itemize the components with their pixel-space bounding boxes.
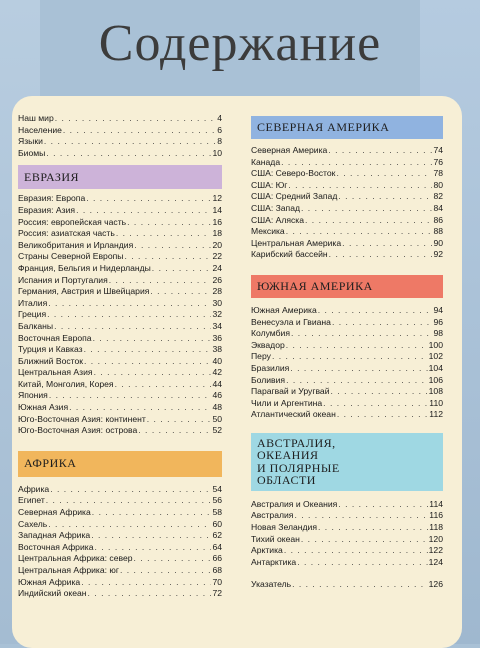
dot-leader: [329, 249, 433, 261]
australia-list: [251, 499, 443, 569]
eurasia-entry[interactable]: [18, 298, 222, 310]
entry-label: Юго-Восточная Азия: острова: [18, 425, 138, 436]
entry-label: Мексика: [251, 226, 285, 237]
dot-leader: [48, 298, 211, 310]
eurasia-entry[interactable]: [18, 333, 222, 345]
dot-leader: [301, 534, 428, 546]
north-america-entry[interactable]: [251, 215, 443, 227]
dot-leader: [47, 309, 211, 321]
dot-leader: [323, 398, 428, 410]
entry-page-number: 100: [428, 339, 443, 350]
entry-label: Наш мир: [18, 113, 54, 123]
entry-page-number: 90: [433, 237, 443, 248]
eurasia-entry[interactable]: [18, 414, 222, 426]
entry-label: Парагвай и Уругвай: [251, 386, 330, 397]
entry-label: Указатель: [251, 579, 292, 590]
dot-leader: [55, 113, 216, 125]
south-america-entry[interactable]: [251, 386, 443, 398]
africa-entry[interactable]: [18, 553, 222, 565]
dot-leader: [93, 333, 212, 345]
entry-page-number: 10: [212, 147, 222, 158]
entry-label: Западная Африка: [18, 530, 91, 541]
dot-leader: [81, 577, 211, 589]
north-america-entry[interactable]: [251, 168, 443, 180]
dot-leader: [94, 367, 212, 379]
dot-leader: [291, 328, 432, 340]
dot-leader: [338, 191, 432, 203]
entry-page-number: 8: [217, 136, 222, 147]
dot-leader: [124, 251, 211, 263]
section-title-australia-line-4: ОБЛАСТИ: [257, 473, 316, 488]
dot-leader: [76, 205, 211, 217]
dot-leader: [84, 344, 212, 356]
dot-leader: [152, 263, 212, 275]
dot-leader: [294, 510, 428, 522]
africa-entry[interactable]: [18, 530, 222, 542]
entry-page-number: 32: [212, 309, 222, 320]
entry-page-number: 36: [212, 332, 222, 343]
entry-page-number: 22: [212, 251, 222, 262]
entry-label: Южная Африка: [18, 576, 81, 587]
entry-label: Тихий океан: [251, 533, 300, 544]
entry-page-number: 116: [429, 510, 443, 521]
africa-entry[interactable]: [18, 565, 222, 577]
entry-label: Франция, Бельгия и Нидерланды: [18, 262, 151, 273]
entry-label: США: Запад: [251, 202, 301, 213]
entry-label: Арктика: [251, 545, 283, 556]
entry-label: Китай, Монголия, Корея: [18, 378, 114, 389]
dot-leader: [46, 495, 212, 507]
entry-page-number: 48: [212, 402, 222, 413]
dot-leader: [91, 530, 211, 542]
entry-page-number: 124: [428, 556, 443, 567]
entry-label: Австралия и Океания: [251, 498, 338, 509]
entry-page-number: 30: [212, 297, 222, 308]
dot-leader: [286, 375, 428, 387]
dot-leader: [127, 217, 211, 229]
entry-label: Новая Зеландия: [251, 522, 317, 533]
entry-page-number: 50: [212, 413, 222, 424]
entry-page-number: 106: [428, 374, 443, 385]
entry-label: Колумбия: [251, 328, 290, 339]
eurasia-entry[interactable]: [18, 367, 222, 379]
entry-page-number: 108: [428, 386, 443, 397]
dot-leader: [95, 542, 212, 554]
entry-label: Чили и Аргентина: [251, 397, 323, 408]
entry-page-number: 78: [433, 168, 443, 179]
entry-label: Население: [18, 124, 62, 135]
entry-label: Антарктика: [251, 556, 297, 567]
entry-page-number: 92: [433, 249, 443, 260]
eurasia-entry[interactable]: [18, 309, 222, 321]
entry-label: Страны Северной Европы: [18, 251, 124, 262]
entry-label: Центральная Азия: [18, 367, 93, 378]
north-america-entry[interactable]: [251, 157, 443, 169]
entry-label: Сахель: [18, 518, 48, 529]
entry-label: Турция и Кавказ: [18, 344, 83, 355]
dot-leader: [288, 180, 432, 192]
dot-leader: [88, 588, 212, 600]
australia-entry[interactable]: [251, 510, 443, 522]
dot-leader: [63, 125, 216, 137]
entry-label: Африка: [18, 483, 50, 494]
entry-page-number: 42: [212, 367, 222, 378]
entry-page-number: 80: [433, 179, 443, 190]
eurasia-entry[interactable]: [18, 425, 222, 437]
dot-leader: [115, 379, 212, 391]
entry-page-number: 12: [212, 193, 222, 204]
section-title-north-america: СЕВЕРНАЯ АМЕРИКА: [257, 120, 390, 134]
south-america-list: [251, 305, 443, 421]
section-header-south-america: [251, 275, 443, 298]
eurasia-entry[interactable]: [18, 344, 222, 356]
entry-label: Восточная Африка: [18, 541, 94, 552]
eurasia-entry[interactable]: [18, 240, 222, 252]
dot-leader: [46, 148, 211, 160]
dot-leader: [49, 390, 212, 402]
section-header-africa: [18, 451, 222, 477]
entry-label: Северная Африка: [18, 507, 91, 518]
entry-label: Япония: [18, 390, 48, 401]
entry-label: Атлантический океан: [251, 409, 336, 420]
africa-entry[interactable]: [18, 519, 222, 531]
eurasia-entry[interactable]: [18, 390, 222, 402]
entry-label: Восточная Европа: [18, 332, 92, 343]
dot-leader: [286, 340, 428, 352]
left-column: [18, 113, 222, 600]
dot-leader: [290, 363, 427, 375]
entry-label: Индийский океан: [18, 588, 87, 599]
entry-label: Центральная Америка: [251, 237, 342, 248]
africa-entry[interactable]: [18, 484, 222, 496]
australia-entry[interactable]: [251, 545, 443, 557]
section-header-eurasia: [18, 165, 222, 189]
south-america-entry[interactable]: [251, 363, 443, 375]
entry-page-number: 28: [212, 286, 222, 297]
dot-leader: [44, 136, 216, 148]
africa-entry[interactable]: [18, 542, 222, 554]
page-title: Содержание: [98, 15, 382, 72]
australia-entry[interactable]: [251, 557, 443, 569]
eurasia-entry[interactable]: [18, 321, 222, 333]
entry-page-number: 34: [212, 320, 222, 331]
south-america-entry[interactable]: [251, 351, 443, 363]
entry-page-number: 120: [428, 533, 443, 544]
entry-page-number: 122: [428, 545, 443, 556]
entry-label: Карибский бассейн: [251, 249, 328, 260]
eurasia-entry[interactable]: [18, 217, 222, 229]
dot-leader: [120, 565, 211, 577]
entry-page-number: 38: [212, 344, 222, 355]
dot-leader: [331, 386, 428, 398]
entry-label: Ближний Восток: [18, 355, 84, 366]
dot-leader: [301, 203, 432, 215]
section-title-australia-line-2: ОКЕАНИЯ: [257, 448, 319, 463]
entry-page-number: 16: [212, 216, 222, 227]
north-america-entry[interactable]: [251, 145, 443, 157]
dot-leader: [84, 356, 211, 368]
dot-leader: [336, 168, 432, 180]
entry-label: Германия, Австрия и Швейцария: [18, 286, 150, 297]
entry-label: Эквадор: [251, 339, 285, 350]
entry-label: Австралия: [251, 510, 294, 521]
entry-label: Италия: [18, 297, 48, 308]
entry-page-number: 56: [212, 495, 222, 506]
dot-leader: [281, 157, 432, 169]
entry-page-number: 88: [433, 226, 443, 237]
eurasia-entry[interactable]: [18, 286, 222, 298]
intro-entry[interactable]: [18, 125, 222, 137]
dot-leader: [305, 215, 432, 227]
dot-leader: [338, 499, 428, 511]
entry-page-number: 96: [433, 316, 443, 327]
section-title-south-america: ЮЖНАЯ АМЕРИКА: [257, 278, 373, 293]
dot-leader: [134, 240, 211, 252]
entry-page-number: 82: [433, 191, 443, 202]
entry-label: Центральная Африка: север: [18, 553, 133, 564]
entry-page-number: 64: [212, 541, 222, 552]
dot-leader: [92, 507, 212, 519]
entry-label: Бразилия: [251, 362, 290, 373]
dot-leader: [116, 228, 212, 240]
entry-page-number: 74: [433, 145, 443, 155]
dot-leader: [342, 238, 432, 250]
dot-leader: [147, 414, 212, 426]
entry-page-number: 110: [429, 397, 443, 408]
entry-label: Россия: европейская часть: [18, 216, 127, 227]
north-america-entry[interactable]: [251, 180, 443, 192]
africa-entry[interactable]: [18, 577, 222, 589]
dot-leader: [286, 226, 433, 238]
entry-page-number: 14: [212, 204, 222, 215]
entry-label: Греция: [18, 309, 47, 320]
australia-entry[interactable]: [251, 522, 443, 534]
section-title-africa: АФРИКА: [24, 456, 77, 471]
dot-leader: [134, 553, 212, 565]
entry-page-number: 70: [212, 576, 222, 587]
index-entry[interactable]: [251, 579, 443, 591]
entry-page-number: 58: [212, 507, 222, 518]
eurasia-entry[interactable]: [18, 205, 222, 217]
australia-entry[interactable]: [251, 534, 443, 546]
dot-leader: [272, 351, 428, 363]
africa-entry[interactable]: [18, 588, 222, 600]
africa-entry[interactable]: [18, 507, 222, 519]
entry-label: Россия: азиатская часть: [18, 228, 115, 239]
entry-label: Испания и Португалия: [18, 274, 108, 285]
section-title-eurasia: ЕВРАЗИЯ: [24, 169, 80, 184]
dot-leader: [138, 425, 211, 437]
entry-page-number: 18: [212, 228, 222, 239]
intro-entry[interactable]: [18, 148, 222, 160]
section-title-australia-line-1: АВСТРАЛИЯ,: [257, 435, 336, 450]
entry-page-number: 94: [433, 304, 443, 315]
north-america-entry[interactable]: [251, 238, 443, 250]
section-header-north-america: [251, 116, 443, 139]
entry-page-number: 76: [433, 156, 443, 167]
entry-page-number: 86: [433, 214, 443, 225]
entry-page-number: 114: [429, 498, 443, 509]
entry-label: Египет: [18, 495, 45, 506]
entry-page-number: 20: [212, 239, 222, 250]
eurasia-entry[interactable]: [18, 275, 222, 287]
dot-leader: [86, 193, 211, 205]
entry-label: Северная Америка: [251, 145, 328, 155]
north-america-entry[interactable]: [251, 249, 443, 261]
dot-leader: [297, 557, 427, 569]
entry-page-number: 52: [212, 425, 222, 436]
entry-label: Южная Америка: [251, 304, 317, 315]
entry-page-number: 54: [212, 483, 222, 494]
entry-page-number: 84: [433, 202, 443, 213]
south-america-entry[interactable]: [251, 375, 443, 387]
eurasia-entry[interactable]: [18, 356, 222, 368]
entry-label: США: Юг: [251, 179, 288, 190]
africa-list: [18, 484, 222, 600]
entry-label: Канада: [251, 156, 281, 167]
entry-label: Биомы: [18, 147, 46, 158]
entry-label: Великобритания и Ирландия: [18, 239, 134, 250]
index-list: [251, 579, 443, 591]
entry-page-number: 102: [428, 351, 443, 362]
dot-leader: [318, 522, 428, 534]
entry-page-number: 98: [433, 328, 443, 339]
eurasia-entry[interactable]: [18, 193, 222, 205]
dot-leader: [54, 321, 211, 333]
entry-page-number: 112: [429, 409, 443, 420]
dot-leader: [109, 275, 212, 287]
australia-entry[interactable]: [251, 499, 443, 511]
eurasia-entry[interactable]: [18, 263, 222, 275]
entry-label: Перу: [251, 351, 271, 362]
eurasia-entry[interactable]: [18, 402, 222, 414]
entry-page-number: 44: [212, 378, 222, 389]
entry-page-number: 40: [212, 355, 222, 366]
south-america-entry[interactable]: [251, 340, 443, 352]
dot-leader: [318, 305, 433, 317]
dot-leader: [332, 317, 432, 329]
dot-leader: [292, 579, 428, 591]
south-america-entry[interactable]: [251, 317, 443, 329]
entry-page-number: 26: [212, 274, 222, 285]
entry-page-number: 60: [212, 518, 222, 529]
entry-label: Боливия: [251, 374, 286, 385]
entry-page-number: 68: [212, 565, 222, 575]
entry-label: Балканы: [18, 320, 54, 331]
south-america-entry[interactable]: [251, 409, 443, 421]
entry-label: Евразия: Европа: [18, 193, 86, 204]
north-america-entry[interactable]: [251, 191, 443, 203]
entry-page-number: 104: [428, 362, 443, 373]
dot-leader: [69, 402, 211, 414]
south-america-entry[interactable]: [251, 305, 443, 317]
africa-entry[interactable]: [18, 495, 222, 507]
dot-leader: [284, 545, 428, 557]
entry-page-number: 126: [428, 579, 443, 590]
right-column: [251, 116, 443, 591]
dot-leader: [328, 145, 432, 157]
north-america-entry[interactable]: [251, 203, 443, 215]
entry-label: Центральная Африка: юг: [18, 565, 119, 575]
eurasia-entry[interactable]: [18, 379, 222, 391]
entry-label: США: Средний Запад: [251, 191, 338, 202]
entry-label: Юго-Восточная Азия: континент: [18, 413, 146, 424]
dot-leader: [48, 519, 211, 531]
eurasia-list: [18, 193, 222, 436]
eurasia-entry[interactable]: [18, 251, 222, 263]
intro-list: [18, 113, 222, 159]
dot-leader: [337, 409, 428, 421]
entry-label: Евразия: Азия: [18, 204, 76, 215]
section-header-australia: [251, 433, 443, 491]
dot-leader: [150, 286, 211, 298]
entry-page-number: 4: [217, 113, 222, 123]
entry-page-number: 62: [212, 530, 222, 541]
entry-label: Языки: [18, 136, 43, 147]
entry-label: Южная Азия: [18, 402, 69, 413]
entry-page-number: 6: [217, 124, 222, 135]
north-america-list: [251, 145, 443, 261]
entry-page-number: 118: [429, 522, 443, 533]
dot-leader: [50, 484, 211, 496]
south-america-entry[interactable]: [251, 328, 443, 340]
intro-entry[interactable]: [18, 136, 222, 148]
entry-page-number: 66: [212, 553, 222, 564]
entry-page-number: 46: [212, 390, 222, 401]
eurasia-entry[interactable]: [18, 228, 222, 240]
entry-page-number: 24: [212, 262, 222, 273]
entry-label: США: Северо-Восток: [251, 168, 336, 179]
entry-page-number: 72: [212, 588, 222, 599]
intro-entry[interactable]: [18, 113, 222, 125]
south-america-entry[interactable]: [251, 398, 443, 410]
section-title-australia-line-3: И ПОЛЯРНЫЕ: [257, 460, 340, 475]
entry-label: США: Аляска: [251, 214, 305, 225]
north-america-entry[interactable]: [251, 226, 443, 238]
entry-label: Венесуэла и Гвиана: [251, 316, 331, 327]
